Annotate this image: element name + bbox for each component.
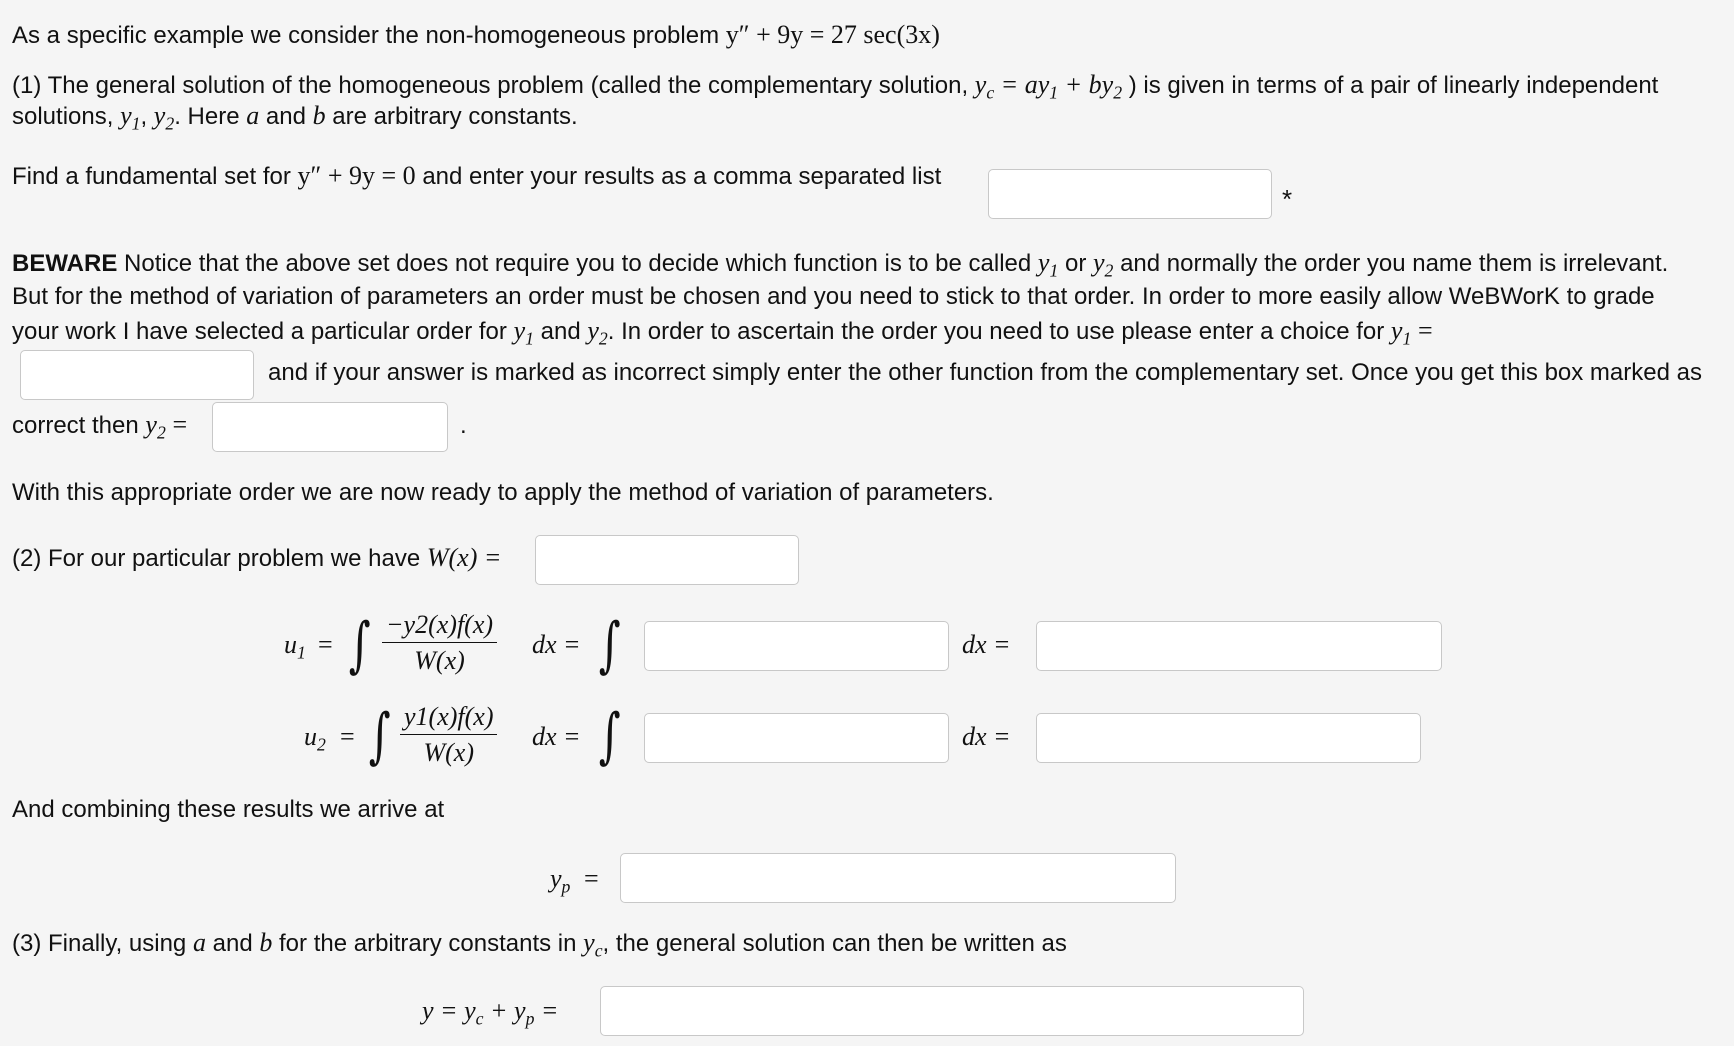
integral-sign: ∫: [368, 701, 391, 771]
beware-text-1a: Notice that the above set does not require you to decide which function is to be called: [124, 250, 1032, 277]
y2-choice-input[interactable]: [212, 402, 448, 452]
part1-line1: [12, 70, 1658, 101]
part3-line: [12, 928, 1067, 959]
dx-equals: dx =: [962, 722, 1011, 751]
required-marker: *: [1282, 184, 1293, 214]
beware-text-3a: your work I have selected a particular order for: [12, 318, 507, 345]
y2-symbol: $y_2$: [1093, 248, 1114, 281]
equals-sign: =: [584, 864, 599, 893]
beware-line4: [268, 358, 1702, 388]
u2-fraction: [400, 700, 497, 771]
beware-line2: [12, 282, 1655, 312]
part1-text: (1) The general solution of the homogeneous problem (called the complementary solution,: [12, 72, 969, 99]
intro-line: [12, 20, 940, 51]
arbitrary-text: are arbitrary constants.: [332, 103, 578, 130]
find-text: Find a fundamental set for: [12, 163, 291, 190]
beware-text-3c: . In order to ascertain the order you need to use please enter a choice for: [607, 318, 1385, 345]
y1-choice-input[interactable]: [20, 350, 254, 400]
integral-sign: ∫: [348, 610, 371, 680]
combine-line: [12, 795, 444, 825]
wronskian-input[interactable]: [535, 535, 799, 585]
find-line: [12, 161, 941, 192]
u2-result-input[interactable]: [1036, 713, 1421, 763]
integral-sign: ∫: [598, 701, 621, 771]
equals-sign: =: [340, 722, 355, 751]
y1-symbol: $y_1$: [1390, 316, 1412, 349]
part2-line: [12, 543, 501, 574]
yp-input[interactable]: [620, 853, 1176, 903]
wronskian-label: W(x) =: [426, 543, 502, 572]
part3-text-b: and: [212, 930, 253, 957]
part3-text-c: for the arbitrary constants in: [279, 930, 577, 957]
intro-equation: y″ + 9y = 27 sec(3x): [725, 20, 940, 49]
y2-symbol: $y_2$: [145, 410, 166, 443]
part1-line2: solutions, $y_1$, $y_2$. Here a and b are arbitrary constants.: [12, 101, 578, 134]
beware-line5: [12, 410, 187, 441]
a-symbol: a: [246, 101, 260, 130]
u2-label: $u_2$: [304, 722, 326, 755]
b-symbol: b: [312, 101, 326, 130]
solutions-text: solutions,: [12, 103, 114, 130]
equals-sign: =: [172, 410, 188, 439]
u1-fraction: [382, 608, 497, 679]
u1-denominator: W(x): [414, 646, 465, 675]
equals-sign: =: [1417, 316, 1433, 345]
beware-text-3b: and: [540, 318, 581, 345]
dx-equals: dx =: [532, 722, 581, 751]
y2-symbol: $y_2$: [153, 101, 175, 134]
y1-symbol: $y_1$: [513, 316, 534, 349]
beware-line3: [12, 316, 1433, 347]
y2-symbol: $y_2$: [587, 316, 608, 349]
fundamental-set-input[interactable]: [988, 169, 1272, 219]
y1-symbol: $y_1$: [120, 101, 141, 134]
yc-symbol: $y_c$: [583, 928, 603, 961]
general-solution-label: $y = y_c + y_p$ =: [422, 996, 559, 1029]
a-symbol: a: [192, 928, 206, 957]
u1-integrand-input[interactable]: [644, 621, 949, 671]
u2-integrand-input[interactable]: [644, 713, 949, 763]
beware-text-1b: or: [1064, 250, 1087, 277]
beware-text-1c: and normally the order you name them is irrelevant.: [1120, 250, 1669, 277]
part3-text-d: , the general solution can then be written as: [602, 930, 1067, 957]
beware-text-2: But for the method of variation of parameters an order must be chosen and you need to stick to that order. In order to more easily allow WeBWorK to grade: [12, 283, 1655, 310]
equals-sign: =: [318, 630, 333, 659]
period: .: [460, 412, 467, 439]
y1-symbol: $y_1$: [1037, 248, 1059, 281]
beware-line1: [12, 248, 1668, 279]
b-symbol: b: [259, 928, 273, 957]
part2-text: (2) For our particular problem we have: [12, 545, 421, 572]
here-text: . Here: [174, 103, 240, 130]
beware-label: BEWARE: [12, 250, 118, 277]
general-solution-input[interactable]: [600, 986, 1304, 1036]
part3-text-a: (3) Finally, using: [12, 930, 187, 957]
u1-label: $u_1$: [284, 630, 306, 663]
dx-equals: dx =: [532, 630, 581, 659]
beware-text-4: and if your answer is marked as incorrect simply enter the other function from the complementary set. Once you get this box marked as: [268, 359, 1702, 386]
dx-equals: dx =: [962, 630, 1011, 659]
combine-text: And combining these results we arrive at: [12, 796, 445, 823]
yc-expression: $y_c = ay_1 + by_2$: [974, 70, 1123, 103]
and-text: and: [265, 103, 306, 130]
u2-numerator: y1(x)f(x): [400, 700, 497, 735]
part1-text-end: ) is given in terms of a pair of linearly independent: [1128, 72, 1659, 99]
u1-result-input[interactable]: [1036, 621, 1442, 671]
homogeneous-equation: y″ + 9y = 0: [297, 161, 416, 190]
intro-text: As a specific example we consider the non-homogeneous problem: [12, 22, 720, 49]
transition-line: [12, 478, 994, 508]
find-end-text: and enter your results as a comma separated list: [422, 163, 942, 190]
yp-label: $y_p$: [550, 864, 571, 897]
u1-numerator: −y2(x)f(x): [382, 608, 497, 643]
transition-text: With this appropriate order we are now ready to apply the method of variation of parameters.: [12, 479, 994, 506]
u2-denominator: W(x): [423, 738, 474, 767]
integral-sign: ∫: [598, 610, 621, 680]
beware-text-5: correct then: [12, 412, 139, 439]
